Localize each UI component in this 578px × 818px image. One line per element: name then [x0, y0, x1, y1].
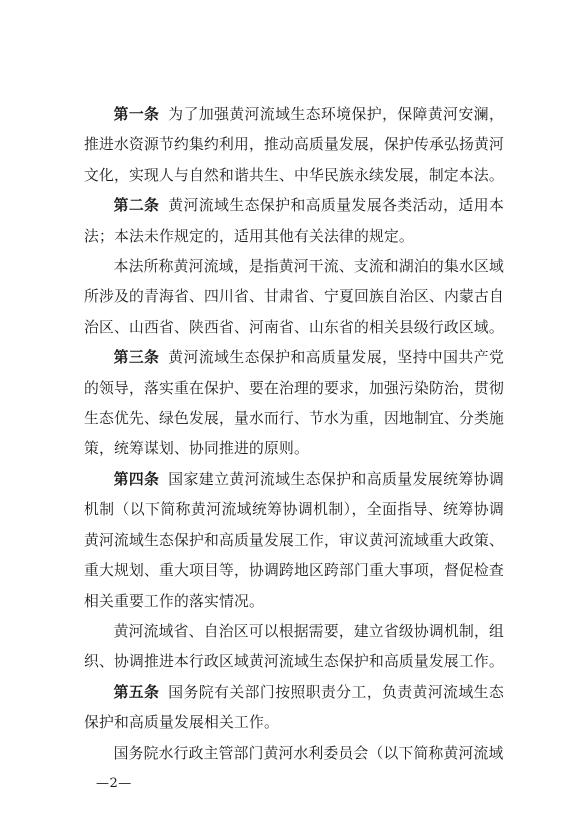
- article-3-label: 第三条: [113, 349, 160, 367]
- article-5-paragraph-2: 国务院水行政主管部门黄河水利委员会（以下简称黄河流域: [113, 744, 504, 762]
- article-4-label: 第四条: [113, 470, 160, 488]
- article-4-paragraph-1: [84, 465, 504, 617]
- article-1-label: 第一条: [113, 106, 160, 123]
- page-number: —2—: [96, 776, 132, 791]
- article-3-text: 黄河流域生态保护和高质量发展，坚持中国共产党的领导，落实重在保护、要在治理的要求，加强污染防治，贯彻生态优先、绿色发展，量水而行、节水为重，因地制宜、分类施策，统筹谋划、协同推进的原则。: [84, 349, 504, 458]
- article-3-paragraph-1: [84, 343, 504, 465]
- article-5-label: 第五条: [113, 683, 160, 701]
- article-2-paragraph-1: [84, 191, 504, 252]
- article-2-text: 黄河流域生态保护和高质量发展各类活动，适用本法；本法未作规定的，适用其他有关法律的规定。: [84, 197, 504, 245]
- article-5-text: 国务院有关部门按照职责分工，负责黄河流域生态保护和高质量发展相关工作。: [84, 683, 504, 732]
- article-1-text: 为了加强黄河流域生态环境保护，保障黄河安澜，推进水资源节约集约利用，推动高质量发展，保护传承弘扬黄河文化，实现人与自然和谐共生、中华民族永续发展，制定本法。: [84, 106, 504, 184]
- article-4-paragraph-2: 黄河流域省、自治区可以根据需要，建立省级协调机制，组织、协调推进本行政区域黄河流域生态保护和高质量发展工作。: [84, 622, 504, 671]
- article-5-paragraph-1: [84, 678, 504, 739]
- article-1-paragraph-1: [84, 100, 504, 191]
- article-2-label: 第二条: [113, 197, 160, 215]
- document-body: [84, 100, 504, 769]
- article-4-text: 国家建立黄河流域生态保护和高质量发展统筹协调机制（以下简称黄河流域统筹协调机制），全面指导、统筹协调黄河流域生态保护和高质量发展工作，审议黄河流域重大政策、重大规划、重大项目等，协调跨地区跨部门重大事项，督促检查相关重要工作的落实情况。: [84, 470, 504, 610]
- article-2-paragraph-2: 本法所称黄河流域，是指黄河干流、支流和湖泊的集水区域所涉及的青海省、四川省、甘肃省、宁夏回族自治区、内蒙古自治区、山西省、陕西省、河南省、山东省的相关县级行政区域。: [84, 258, 504, 336]
